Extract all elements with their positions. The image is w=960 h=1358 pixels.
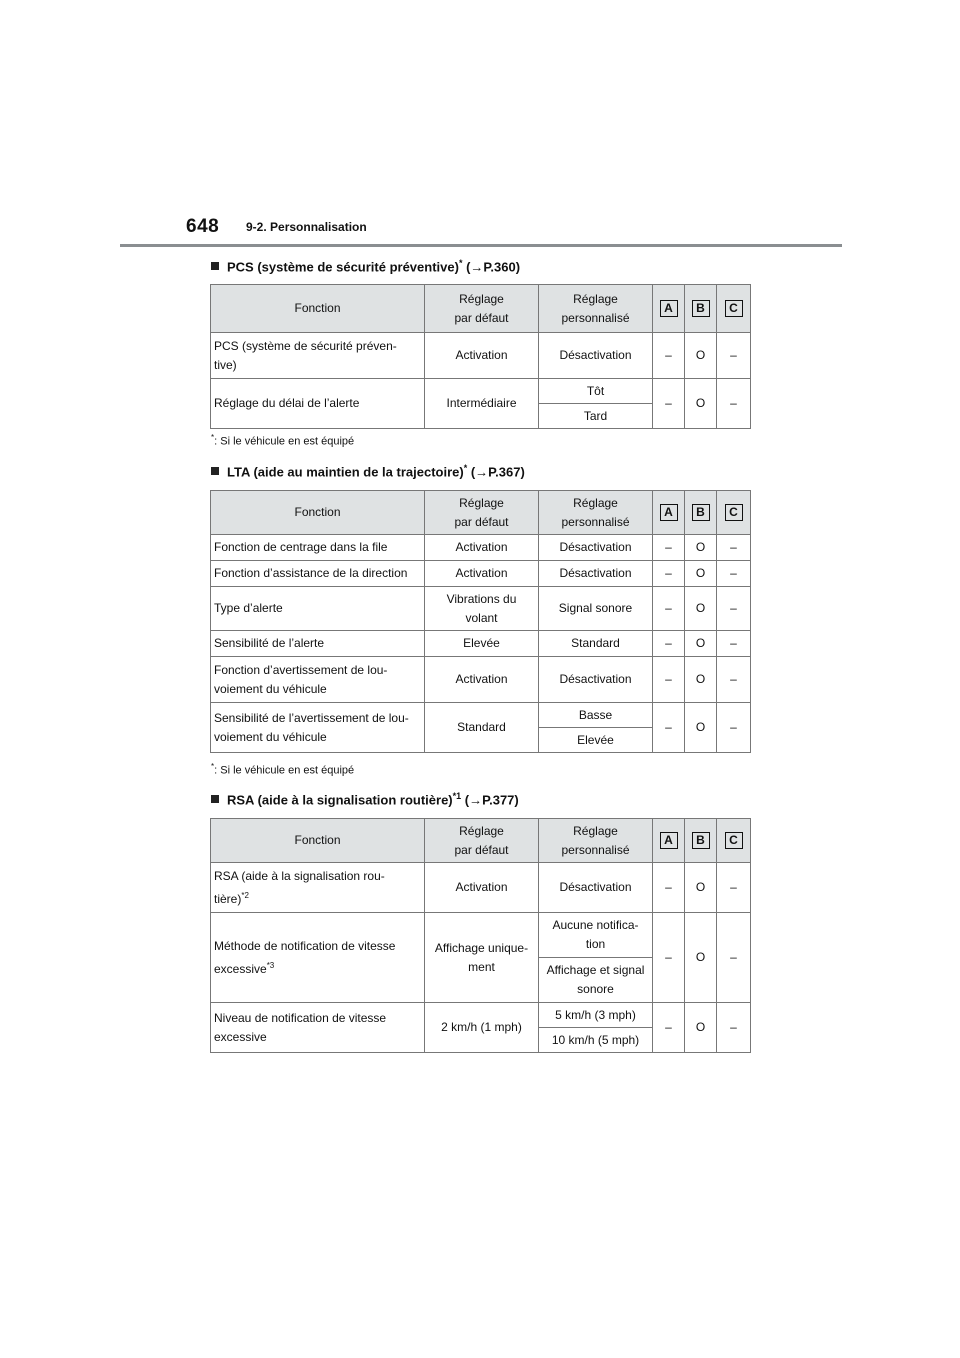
cell-custom: 5 km/h (3 mph) [539, 1003, 653, 1028]
arrow-right-icon: → [469, 792, 483, 808]
cell-fonction: PCS (système de sécurité préven- tive) [211, 333, 425, 379]
rsa-ref-open: ( [461, 792, 470, 808]
cell-a: – [653, 913, 685, 1003]
cell-a: – [653, 631, 685, 657]
cell-custom: Désactivation [539, 657, 653, 703]
table-row [211, 657, 751, 703]
square-bullet-icon [211, 262, 219, 270]
header-fonction: Fonction [211, 491, 425, 535]
cell-fonction: Fonction d’avertissement de lou- voiement du véhicule [211, 657, 425, 703]
cell-c: – [717, 913, 751, 1003]
cell-custom: Tôt [539, 379, 653, 404]
cell-b: O [685, 379, 717, 429]
header-custom: Réglage personnalisé [539, 491, 653, 535]
cell-c: – [717, 863, 751, 913]
letter-c-icon: C [725, 504, 743, 521]
footnote-text: : Si le véhicule en est équipé [214, 764, 355, 777]
cell-custom: 10 km/h (5 mph) [539, 1028, 653, 1053]
letter-a-icon: A [660, 504, 678, 521]
letter-b-icon: B [692, 832, 710, 849]
square-bullet-icon [211, 467, 219, 475]
header-fonction: Fonction [211, 285, 425, 333]
header-c [717, 285, 751, 333]
cell-custom: Désactivation [539, 561, 653, 587]
lta-footnote [211, 762, 354, 777]
table-row [211, 587, 751, 631]
pcs-ref-open: ( [462, 259, 471, 275]
cell-custom: Désactivation [539, 535, 653, 561]
cell-b: O [685, 1003, 717, 1053]
pcs-page-ref: P.360) [483, 259, 521, 275]
letter-c-icon: C [725, 300, 743, 317]
table-row [211, 535, 751, 561]
cell-default: Activation [425, 657, 539, 703]
pcs-footnote [211, 433, 354, 448]
header-default: Réglage par défaut [425, 819, 539, 863]
cell-fonction: Sensibilité de l’alerte [211, 631, 425, 657]
footnote-mark: * [211, 762, 215, 771]
cell-fonction: Réglage du délai de l’alerte [211, 379, 425, 429]
cell-a: – [653, 587, 685, 631]
letter-a-icon: A [660, 832, 678, 849]
cell-c: – [717, 631, 751, 657]
header-default: Réglage par défaut [425, 285, 539, 333]
cell-fonction: Méthode de notification de vitesse excessive$^{*3}$ [211, 913, 425, 1003]
cell-fonction: Fonction de centrage dans la file [211, 535, 425, 561]
lta-ref-open: ( [467, 464, 476, 480]
lta-heading [211, 463, 525, 479]
cell-c: – [717, 561, 751, 587]
cell-default: Vibrations du volant [425, 587, 539, 631]
cell-custom: Signal sonore [539, 587, 653, 631]
table-row [211, 703, 751, 728]
table-header-row [211, 819, 751, 863]
section-label: 9-2. Personnalisation [246, 220, 367, 234]
cell-c: – [717, 1003, 751, 1053]
pcs-title-footnote-mark: * [458, 258, 463, 268]
footnote-text: : Si le véhicule en est équipé [214, 435, 355, 448]
pcs-title: PCS (système de sécurité préventive) [227, 259, 459, 275]
cell-c: – [717, 587, 751, 631]
cell-default: Activation [425, 333, 539, 379]
cell-custom: Elevée [539, 728, 653, 753]
pcs-table [210, 284, 751, 429]
rsa-title-footnote-mark: *1 [452, 791, 462, 801]
header-c [717, 491, 751, 535]
cell-default: Activation [425, 535, 539, 561]
lta-table [210, 490, 751, 753]
cell-b: O [685, 913, 717, 1003]
rsa-table [210, 818, 751, 1053]
cell-default: Affichage unique- ment [425, 913, 539, 1003]
cell-a: – [653, 379, 685, 429]
cell-fonction: Niveau de notification de vitesse excessive [211, 1003, 425, 1053]
cell-default: Elevée [425, 631, 539, 657]
cell-fonction: Sensibilité de l’avertissement de lou- voiement du véhicule [211, 703, 425, 753]
header-custom: Réglage personnalisé [539, 819, 653, 863]
cell-default: Activation [425, 863, 539, 913]
cell-a: – [653, 535, 685, 561]
letter-c-icon: C [725, 832, 743, 849]
rsa-heading [211, 791, 519, 807]
cell-custom: Basse [539, 703, 653, 728]
letter-b-icon: B [692, 504, 710, 521]
cell-fonction: Type d’alerte [211, 587, 425, 631]
cell-custom: Standard [539, 631, 653, 657]
cell-b: O [685, 333, 717, 379]
header-b [685, 285, 717, 333]
table-header-row [211, 491, 751, 535]
cell-default: Activation [425, 561, 539, 587]
cell-b: O [685, 703, 717, 753]
cell-custom: Affichage et signal sonore [539, 958, 653, 1003]
lta-title-footnote-mark: * [463, 463, 468, 473]
table-row [211, 863, 751, 913]
cell-a: – [653, 561, 685, 587]
pcs-heading [211, 258, 520, 274]
cell-a: – [653, 657, 685, 703]
cell-c: – [717, 703, 751, 753]
cell-a: – [653, 703, 685, 753]
square-bullet-icon [211, 795, 219, 803]
cell-c: – [717, 657, 751, 703]
cell-b: O [685, 657, 717, 703]
header-default: Réglage par défaut [425, 491, 539, 535]
table-row [211, 333, 751, 379]
cell-b: O [685, 587, 717, 631]
table-row [211, 379, 751, 404]
cell-default: Intermédiaire [425, 379, 539, 429]
cell-fonction: RSA (aide à la signalisation rou- tière)$^{*2}$ [211, 863, 425, 913]
header-a [653, 491, 685, 535]
cell-a: – [653, 1003, 685, 1053]
cell-c: – [717, 535, 751, 561]
footnote-mark: * [211, 433, 215, 442]
letter-b-icon: B [692, 300, 710, 317]
header-b [685, 819, 717, 863]
cell-default: 2 km/h (1 mph) [425, 1003, 539, 1053]
cell-b: O [685, 631, 717, 657]
rsa-page-ref: P.377) [482, 792, 519, 808]
header-a [653, 819, 685, 863]
cell-custom: Aucune notifica- tion [539, 913, 653, 958]
cell-b: O [685, 863, 717, 913]
cell-a: – [653, 863, 685, 913]
header-custom: Réglage personnalisé [539, 285, 653, 333]
lta-page-ref: P.367) [488, 464, 525, 480]
cell-custom: Désactivation [539, 333, 653, 379]
header-b [685, 491, 717, 535]
cell-a: – [653, 333, 685, 379]
table-row [211, 1003, 751, 1028]
letter-a-icon: A [660, 300, 678, 317]
cell-c: – [717, 333, 751, 379]
arrow-right-icon: → [475, 464, 489, 480]
cell-custom: Désactivation [539, 863, 653, 913]
header-fonction: Fonction [211, 819, 425, 863]
cell-b: O [685, 535, 717, 561]
rsa-title: RSA (aide à la signalisation routière) [227, 792, 453, 808]
cell-c: – [717, 379, 751, 429]
header-rule [120, 244, 842, 247]
table-row [211, 561, 751, 587]
header-c [717, 819, 751, 863]
cell-fonction: Fonction d’assistance de la direction [211, 561, 425, 587]
table-row [211, 631, 751, 657]
arrow-right-icon: → [470, 259, 484, 275]
cell-default: Standard [425, 703, 539, 753]
table-row [211, 913, 751, 958]
page-number: 648 [186, 216, 220, 237]
cell-b: O [685, 561, 717, 587]
lta-title: LTA (aide au maintien de la trajectoire) [227, 464, 464, 480]
table-header-row [211, 285, 751, 333]
header-a [653, 285, 685, 333]
cell-custom: Tard [539, 404, 653, 429]
